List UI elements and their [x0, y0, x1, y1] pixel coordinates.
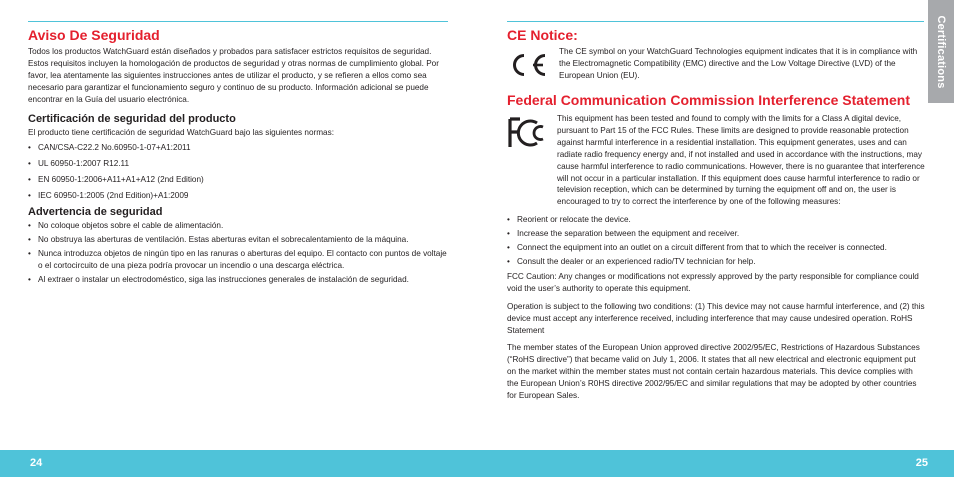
left-top-rule — [28, 21, 448, 22]
ce-mark-icon — [507, 52, 549, 78]
certifications-side-tab — [928, 0, 954, 103]
ce-notice-title: CE Notice: — [507, 27, 578, 43]
fcc-measures-list — [507, 214, 925, 268]
warning-list — [28, 220, 448, 286]
list-item: • No coloque objetos sobre el cable de alimentación. — [28, 220, 448, 232]
footer-bar — [0, 450, 954, 477]
safety-intro: Todos los productos WatchGuard están diseñados y probados para satisfacer estrictos requisitos de seguridad. Estos requisitos incluyen la homologación de productos de seguridad y otras normas de cumplimiento global. Por favor, lea atentamente las siguientes instrucciones antes de utilizar el producto, y se refieren a ellos como sea necesario para garantizar el funcionamiento seguro y continuo de su producto. Información adicional se puede encontrar en la Guía del usuario electrónica. — [28, 47, 439, 104]
fcc-title: Federal Communication Commission Interference Statement — [507, 92, 910, 108]
list-item: • No obstruya las aberturas de ventilación. Estas aberturas evitan el sobrecalentamiento de la máquina. — [28, 234, 448, 246]
ce-notice-block — [507, 46, 925, 92]
list-item: • IEC 60950-1:2005 (2nd Edition)+A1:2009 — [28, 190, 448, 202]
page-number-right: 25 — [915, 457, 928, 469]
right-top-rule — [507, 21, 924, 22]
page-number-left: 24 — [30, 457, 43, 469]
certification-heading: Certificación de seguridad del producto — [28, 112, 236, 125]
list-item: • Nunca introduzca objetos de ningún tipo en las ranuras o aberturas del equipo. El contacto con puntos de voltaje o el cortocircuito de una pieza podría provocar un incendio o una descarga eléctrica. — [28, 248, 448, 272]
left-column — [28, 27, 448, 288]
safety-notice-title: Aviso De Seguridad — [28, 27, 160, 43]
fcc-statement: This equipment has been tested and found to comply with the limits for a Class A digital device, pursuant to Part 15 of the FCC Rules. These limits are designed to provide reasonable protection against harmful interference in a residential installation. This equipment generates, uses and can radiate radio frequency energy and, if not installed and used in accordance with the instructions, may cause harmful interference to radio communications. However, there is no guarantee that interference will not occur in a particular installation. If this equipment does cause harmful interference to radio or television reception, which can be determined by turning the equipment off and on, the user is encouraged to try to correct the interference by one of the following measures: — [557, 114, 925, 207]
list-item: • Al extraer o instalar un electrodoméstico, siga las instrucciones generales de instalación de seguridad. — [28, 274, 448, 286]
list-item: • Connect the equipment into an outlet on a circuit different from that to which the receiver is connected. — [507, 242, 925, 254]
certification-intro: El producto tiene certificación de seguridad WatchGuard bajo las siguientes normas: — [28, 127, 334, 137]
ce-notice-text: The CE symbol on your WatchGuard Technologies equipment indicates that it is in compliance with the Electromagnetic Compatibility (EMC) directive and the Low Voltage Directive (LVD) of the European Union (EU). — [559, 47, 918, 80]
list-item: • CAN/CSA-C22.2 No.60950-1-07+A1:2011 — [28, 142, 448, 154]
fcc-logo-icon — [507, 116, 547, 150]
right-column — [507, 27, 925, 402]
fcc-caution: FCC Caution: Any changes or modifications not expressly approved by the party responsible for compliance could void the user’s authority to operate this equipment. — [507, 271, 919, 293]
rohs-statement: The member states of the European Union approved directive 2002/95/EC, Restrictions of Hazardous Substances (“RoHS directive”) that became valid on July 1, 2006. It states that all new electrical and electronic equipment put on the market within the member states must not contain certain hazardous materials. This device complies with the European Union’s R0HS directive 2002/95/EC and similar regulations that may be adopted by other countries for European Sales. — [507, 343, 920, 401]
list-item: • Reorient or relocate the device. — [507, 214, 925, 226]
list-item: • Increase the separation between the equipment and receiver. — [507, 228, 925, 240]
certification-list — [28, 142, 448, 202]
list-item: • Consult the dealer or an experienced radio/TV technician for help. — [507, 256, 925, 268]
side-tab-label: Certifications — [935, 14, 947, 89]
list-item: • EN 60950-1:2006+A11+A1+A12 (2nd Edition) — [28, 174, 448, 186]
operation-conditions: Operation is subject to the following two conditions: (1) This device may not cause harmful interference, and (2) this device must accept any interference received, including interference that may cause undesired operation. RoHS Statement — [507, 301, 925, 335]
warning-heading: Advertencia de seguridad — [28, 206, 163, 219]
list-item: • UL 60950-1:2007 R12.11 — [28, 158, 448, 170]
fcc-block — [507, 113, 925, 208]
